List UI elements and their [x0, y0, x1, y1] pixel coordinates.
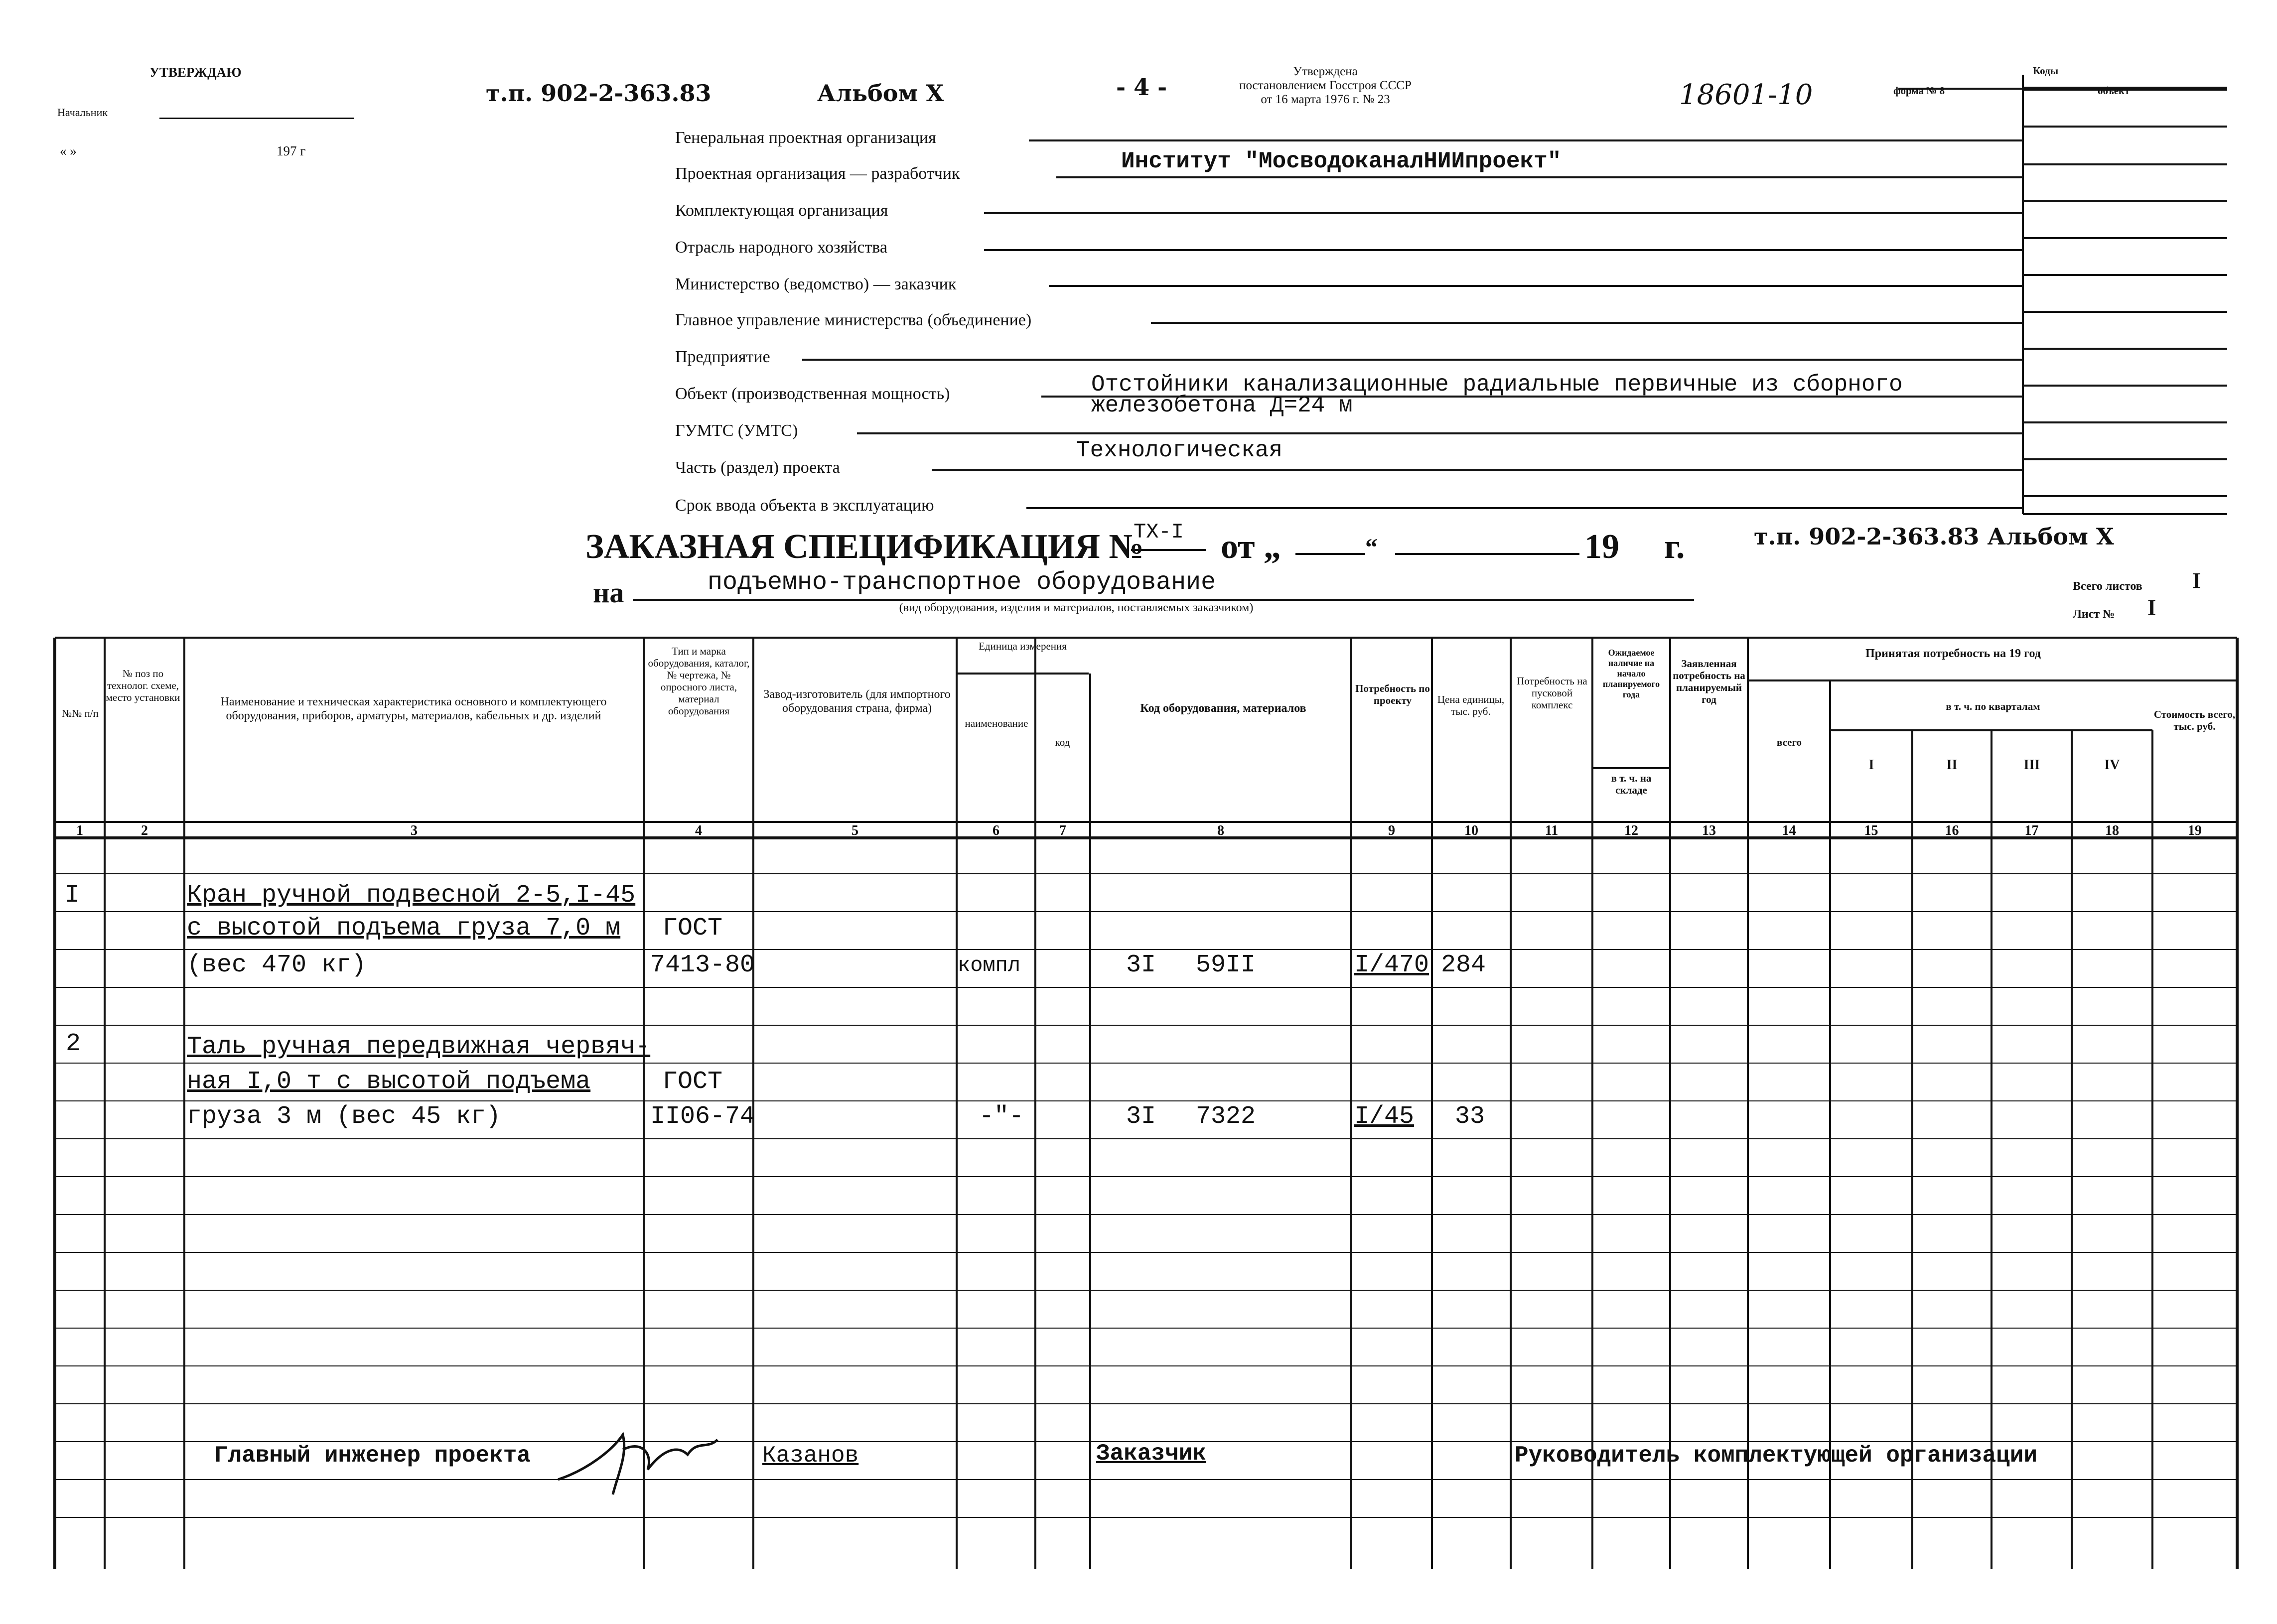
column-number: 2	[141, 823, 148, 838]
org-value-developer: Институт "МосводоканалНИИпроект"	[1121, 148, 1562, 174]
col-header-14-18: Принятая потребность на 19 год	[1865, 647, 2041, 660]
spec-number: ТХ-I	[1134, 520, 1184, 544]
row-2-name-line-2: ная I,0 т с высотой подъема	[187, 1068, 591, 1096]
sheets-total-label: Всего листов	[2073, 580, 2142, 593]
col-header-19: Стоимость всего, тыс. руб.	[2153, 708, 2236, 732]
chief-engineer-name: Казанов	[762, 1443, 859, 1469]
col-header-5: Завод-изготовитель (для импортного оборудования страна, фирма)	[763, 688, 951, 715]
col-header-10: Цена единицы, тыс. руб.	[1437, 693, 1505, 717]
org-value-object-cont: железобетона Д=24 м	[1091, 393, 1353, 418]
org-label-part: Часть (раздел) проекта	[675, 458, 840, 477]
column-number: 10	[1464, 823, 1478, 838]
column-number: 18	[2105, 823, 2119, 838]
col-header-13: Заявленная потребность на планируемый год	[1673, 658, 1745, 705]
approval-stamp-line-2: постановлением Госстроя СССР	[1239, 79, 1412, 92]
spec-quote-close: “	[1365, 533, 1378, 561]
approval-year: 197 г	[277, 143, 306, 158]
col-header-6: наименование	[965, 717, 1028, 729]
object-label: объект	[2098, 85, 2130, 97]
approval-chief-label: Начальник	[57, 106, 108, 119]
row-2-code-b: 7322	[1196, 1102, 1256, 1131]
row-1-type-line-2: 7413-80	[650, 951, 755, 979]
org-label-deadline: Срок ввода объекта в эксплуатацию	[675, 496, 934, 515]
spec-subject: подъемно-транспортное оборудование	[708, 568, 1216, 597]
row-1-type-line-1: ГОСТ	[663, 914, 723, 943]
org-label-completing: Комплектующая организация	[675, 201, 888, 220]
col-header-12-warehouse: в т. ч. на складе	[1611, 772, 1652, 796]
row-2-number: 2	[66, 1030, 81, 1058]
row-2-price: 33	[1455, 1102, 1485, 1131]
col-header-4: Тип и марка оборудования, каталог, № чертежа, № опросного листа, материал оборудования	[648, 645, 750, 717]
org-value-part: Технологическая	[1076, 437, 1283, 463]
head-org-label: Руководитель комплектующей организации	[1515, 1443, 2037, 1469]
row-2-name-line-1: Таль ручная передвижная червяч-	[187, 1033, 651, 1061]
org-label-enterprise: Предприятие	[675, 348, 770, 366]
column-number: 16	[1945, 823, 1959, 838]
col-header-9: Потребность по проекту	[1355, 682, 1430, 706]
spec-right-code: т.п. 902-2-363.83 Альбом X	[1754, 523, 2114, 550]
sheet-number: I	[2147, 595, 2156, 620]
row-2-type-line-2: II06-74	[650, 1102, 755, 1131]
column-number: 13	[1702, 823, 1716, 838]
row-1-code-b: 59II	[1196, 951, 1256, 979]
col-header-7: код	[1055, 736, 1070, 748]
org-label-general: Генеральная проектная организация	[675, 129, 936, 147]
col-header-q2: II	[1946, 757, 1958, 773]
column-number: 15	[1864, 823, 1878, 838]
column-number: 6	[993, 823, 999, 838]
column-number: 1	[76, 823, 83, 838]
column-number: 4	[695, 823, 702, 838]
org-label-object: Объект (производственная мощность)	[675, 385, 950, 403]
row-2-code-a: 3I	[1126, 1102, 1156, 1131]
spec-subject-caption: (вид оборудования, изделия и материалов, поставляемых заказчиком)	[899, 601, 1254, 614]
spec-year: 19	[1584, 528, 1619, 566]
approval-date: « »	[60, 143, 77, 158]
sheet-label: Лист №	[2073, 608, 2115, 621]
customer-label: Заказчик	[1096, 1441, 1206, 1467]
form-number: форма № 8	[1893, 85, 1945, 97]
doc-number: 18601-10	[1679, 79, 1813, 111]
row-1-price: 284	[1441, 951, 1486, 979]
row-1-name-line-2: с высотой подъема груза 7,0 м	[187, 914, 621, 943]
org-label-developer: Проектная организация — разработчик	[675, 164, 960, 183]
spec-year-suffix: г.	[1664, 528, 1685, 566]
column-number: 12	[1624, 823, 1638, 838]
col-header-15-18: в т. ч. по кварталам	[1946, 700, 2040, 712]
column-number: 8	[1217, 823, 1224, 838]
spec-title: ЗАКАЗНАЯ СПЕЦИФИКАЦИЯ №	[585, 528, 1144, 566]
org-value-object: Отстойники канализационные радиальные первичные из сборного	[1091, 372, 1903, 398]
row-1-name-line-1: Кран ручной подвесной 2-5,I-45	[187, 881, 636, 910]
project-code: т.п. 902-2-363.83	[486, 80, 712, 107]
codes-label: Коды	[2033, 65, 2059, 77]
column-number: 7	[1059, 823, 1066, 838]
column-number: 14	[1782, 823, 1796, 838]
col-header-1: №№ п/п	[62, 707, 99, 719]
column-number: 17	[2024, 823, 2039, 838]
row-1-name-line-3: (вес 470 кг)	[187, 951, 367, 979]
row-2-name-line-3: груза 3 м (вес 45 кг)	[187, 1102, 501, 1131]
approval-stamp-line-1: Утверждена	[1293, 65, 1358, 78]
col-header-12: Ожидаемое наличие на начало планируемого года	[1602, 648, 1660, 699]
col-header-8: Код оборудования, материалов	[1140, 702, 1306, 715]
column-number: 11	[1545, 823, 1559, 838]
chief-engineer-signature	[548, 1420, 727, 1509]
col-header-3: Наименование и техническая характеристика основного и комплектующего оборудования, приборов, арматуры, материалов, кабельных и др. изделий	[220, 695, 607, 722]
col-header-2: № поз по технолог. схеме, место установки	[106, 668, 180, 703]
approval-stamp-line-3: от 16 марта 1976 г. № 23	[1261, 93, 1390, 106]
row-2-unit: -"-	[979, 1102, 1024, 1131]
column-number: 3	[411, 823, 418, 838]
column-number: 9	[1388, 823, 1395, 838]
org-label-industry: Отрасль народного хозяйства	[675, 238, 887, 257]
col-header-q3: III	[2023, 757, 2040, 773]
spec-from: от „	[1221, 528, 1281, 566]
row-2-need: I/45	[1354, 1102, 1415, 1131]
row-1-code-a: 3I	[1126, 951, 1156, 979]
chief-engineer-label: Главный инженер проекта	[214, 1443, 531, 1469]
row-1-unit: компл	[958, 953, 1021, 977]
spec-on-label: на	[593, 576, 624, 609]
col-header-14: всего	[1776, 736, 1802, 748]
row-1-need: I/470	[1354, 951, 1429, 979]
col-header-q1: I	[1868, 757, 1874, 773]
col-header-6-7: Единица измерения	[979, 640, 1067, 652]
row-2-type-line-1: ГОСТ	[663, 1068, 723, 1096]
org-label-gumts: ГУМТС (УМТС)	[675, 421, 798, 440]
column-number: 19	[2188, 823, 2202, 838]
col-header-q4: IV	[2104, 757, 2120, 773]
album-label: Альбом X	[817, 80, 944, 107]
org-label-ministry: Министерство (ведомство) — заказчик	[675, 275, 957, 293]
row-1-number: I	[65, 881, 80, 910]
col-header-11: Потребность на пусковой комплекс	[1517, 675, 1587, 711]
sheets-total: I	[2192, 568, 2201, 593]
column-number: 5	[852, 823, 858, 838]
org-label-main-dept: Главное управление министерства (объединение)	[675, 311, 1032, 329]
page-marker: - 4 -	[1116, 74, 1167, 101]
approval-title: УТВЕРЖДАЮ	[149, 65, 242, 80]
